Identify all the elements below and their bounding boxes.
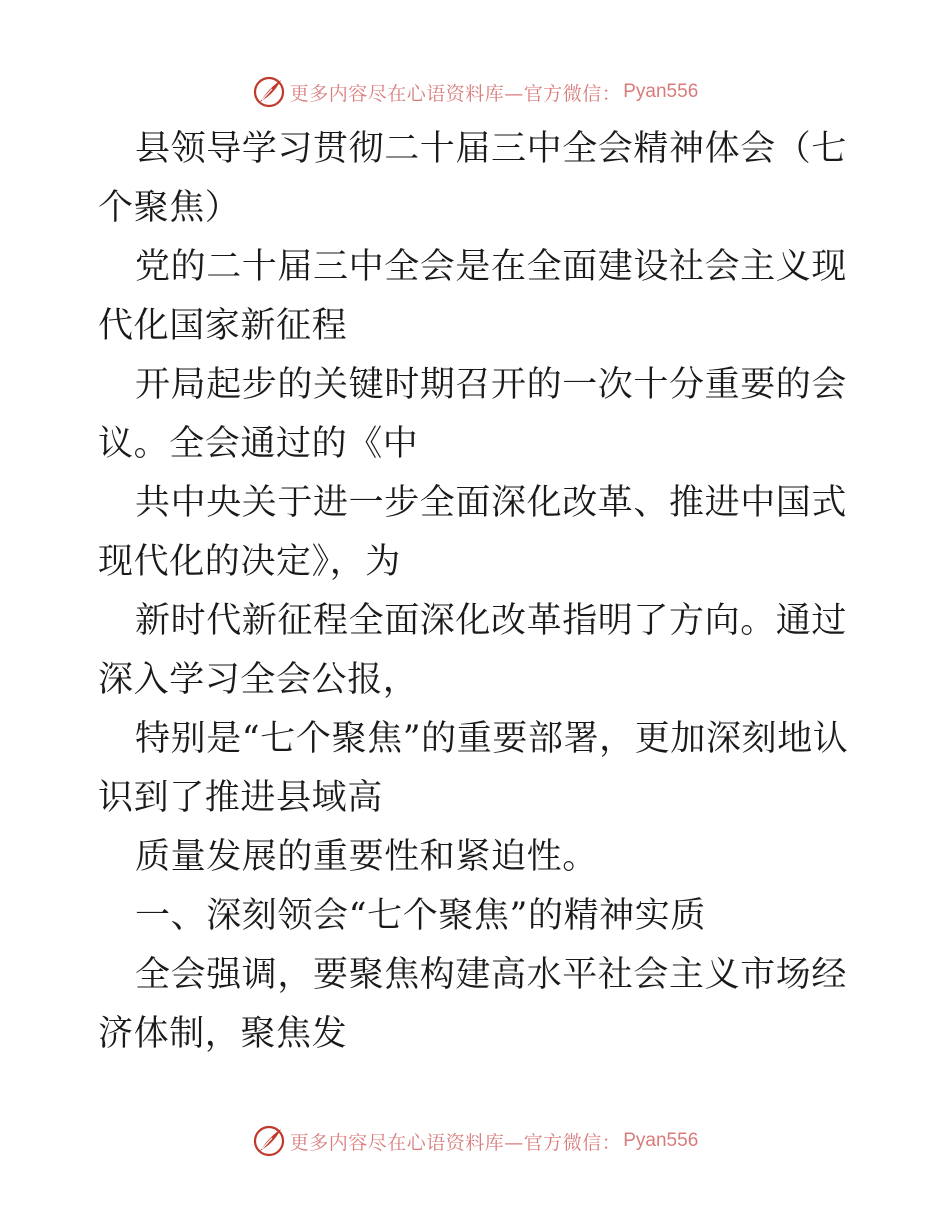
footer-watermark: [0, 1121, 950, 1161]
document-title: 县领导学习贯彻二十届三中全会精神体会（七个聚焦）: [98, 129, 848, 228]
paragraph: 党的二十届三中全会是在全面建设社会主义现代化国家新征程: [98, 247, 848, 346]
header-watermark: [0, 72, 950, 112]
watermark-text: 更多内容尽在心语资料库—官方微信：: [289, 1131, 622, 1154]
paragraph: 质量发展的重要性和紧迫性。: [135, 837, 598, 877]
paragraph: 特别是“七个聚焦”的重要部署，更加深刻地认识到了推进县域高: [98, 719, 849, 818]
document-body: [98, 120, 856, 1064]
section-heading: 一、深刻领会“七个聚焦”的精神实质: [135, 896, 706, 936]
paragraph: 共中央关于进一步全面深化改革、推进中国式现代化的决定》，为: [98, 483, 848, 582]
paragraph: 全会强调，要聚焦构建高水平社会主义市场经济体制，聚焦发: [98, 955, 848, 1054]
watermark-handle: Pyan556: [623, 81, 699, 102]
feather-pen-icon: [252, 75, 286, 109]
paragraph: 开局起步的关键时期召开的一次十分重要的会议。全会通过的《中: [98, 365, 848, 464]
watermark-text: 更多内容尽在心语资料库—官方微信：: [289, 82, 622, 105]
feather-pen-icon: [252, 1124, 286, 1158]
paragraph: 新时代新征程全面深化改革指明了方向。通过深入学习全会公报，: [98, 601, 848, 700]
watermark-handle: Pyan556: [623, 1130, 699, 1151]
